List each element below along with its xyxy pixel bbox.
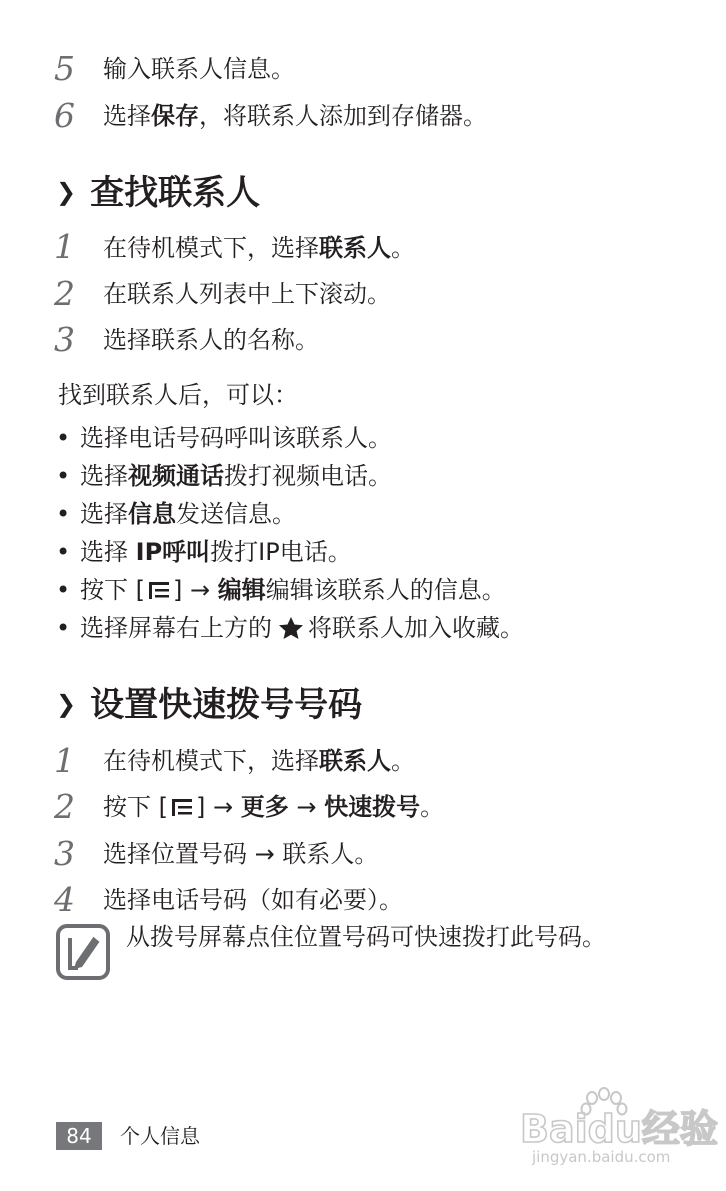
step-text: 在联系人列表中上下滚动。 bbox=[103, 280, 391, 308]
step-text-bold: 联系人 bbox=[319, 234, 391, 262]
step-number: 1 bbox=[54, 741, 75, 780]
bullet-item bbox=[56, 423, 392, 453]
bullet-text-bold: 视频通话 bbox=[128, 462, 224, 490]
intro-text: 找到联系人后，可以： bbox=[58, 381, 298, 409]
section-title-text: 设置快速拨号号码 bbox=[90, 685, 363, 725]
bullet-text-pre: 选择 bbox=[80, 538, 136, 566]
step-text-bold: 保存 bbox=[151, 102, 199, 130]
step-text bbox=[103, 792, 444, 822]
step-text-post: 。 bbox=[391, 234, 415, 262]
step-text: 选择联系人的名称。 bbox=[103, 326, 319, 354]
step-number: 3 bbox=[54, 320, 75, 359]
chevron-right-icon: ❯ bbox=[56, 690, 77, 718]
watermark-url: jingyan.baidu.com bbox=[532, 1148, 671, 1166]
page-number-badge: 84 bbox=[56, 1122, 102, 1150]
bullet-text-pre: 按下 [ bbox=[80, 576, 145, 604]
section-title-find-contact bbox=[56, 173, 261, 213]
bullet-text-pre: 选择屏幕右上方的 bbox=[80, 614, 272, 642]
star-icon bbox=[278, 616, 304, 640]
bullet-item bbox=[56, 499, 296, 529]
menu-key-icon bbox=[146, 578, 172, 600]
bullet-item bbox=[56, 461, 392, 491]
note-pencil-icon bbox=[56, 924, 110, 980]
bullet-text-post: 拨打视频电话。 bbox=[224, 462, 392, 490]
chapter-title: 个人信息 bbox=[120, 1124, 200, 1148]
bullet-text-bold: IP呼叫 bbox=[135, 538, 211, 566]
watermark-text: Baidu经验 bbox=[520, 1107, 718, 1151]
bullet-text-post: 将联系人加入收藏。 bbox=[308, 614, 524, 642]
step-text-post: 。 bbox=[391, 747, 415, 775]
step-number: 2 bbox=[54, 787, 75, 826]
step-text-post: ，将联系人添加到存储器。 bbox=[199, 102, 487, 130]
bullet-dot: • bbox=[56, 424, 71, 452]
step-text bbox=[103, 746, 415, 776]
step-text-bold: 更多 bbox=[240, 793, 289, 821]
section-title-speed-dial bbox=[56, 685, 363, 725]
bullet-text-post: 发送信息。 bbox=[176, 500, 296, 528]
bullet-dot: • bbox=[56, 462, 71, 490]
bullet-text-bold: 信息 bbox=[128, 500, 176, 528]
menu-key-icon bbox=[169, 795, 195, 817]
step-text-post: 。 bbox=[420, 793, 445, 821]
step-number: 1 bbox=[54, 227, 75, 266]
bullet-text-post: 编辑该联系人的信息。 bbox=[265, 576, 506, 604]
section-title-text: 查找联系人 bbox=[90, 173, 261, 213]
bullet-text-post: 拨打IP电话。 bbox=[210, 538, 352, 566]
step-number: 3 bbox=[54, 834, 75, 873]
step-number: 5 bbox=[54, 49, 75, 88]
step-number: 6 bbox=[54, 96, 75, 135]
bullet-item bbox=[56, 575, 506, 605]
step-number: 2 bbox=[54, 274, 75, 313]
step-text: 选择电话号码（如有必要）。 bbox=[103, 886, 403, 914]
bullet-text: 选择电话号码呼叫该联系人。 bbox=[80, 424, 392, 452]
chevron-right-icon: ❯ bbox=[56, 178, 77, 206]
bullet-text-bold: 编辑 bbox=[217, 576, 266, 604]
step-text-pre: 按下 [ bbox=[103, 793, 168, 821]
step-text-bold: 快速拨号 bbox=[324, 793, 421, 821]
step-text-arrow: → bbox=[288, 793, 325, 821]
bullet-dot: • bbox=[56, 538, 71, 566]
step-text-pre: 选择 bbox=[103, 102, 151, 130]
step-text-arrow: ] → bbox=[196, 793, 241, 821]
bullet-item bbox=[56, 537, 352, 567]
bullet-text-pre: 选择 bbox=[80, 500, 128, 528]
step-text: 选择位置号码 → 联系人。 bbox=[103, 840, 379, 868]
note-text: 从拨号屏幕点住位置号码可快速拨打此号码。 bbox=[126, 923, 606, 951]
bullet-text-arrow: ] → bbox=[173, 576, 218, 604]
step-text-pre: 在待机模式下，选择 bbox=[103, 747, 319, 775]
step-text-pre: 在待机模式下，选择 bbox=[103, 234, 319, 262]
step-text-bold: 联系人 bbox=[319, 747, 391, 775]
bullet-dot: • bbox=[56, 576, 71, 604]
step-text: 输入联系人信息。 bbox=[103, 55, 295, 83]
bullet-dot: • bbox=[56, 614, 71, 642]
bullet-item bbox=[56, 613, 524, 643]
bullet-text-pre: 选择 bbox=[80, 462, 128, 490]
bullet-dot: • bbox=[56, 500, 71, 528]
step-text bbox=[103, 101, 487, 131]
baidu-watermark bbox=[516, 1084, 718, 1168]
step-number: 4 bbox=[54, 880, 75, 919]
step-text bbox=[103, 233, 415, 263]
